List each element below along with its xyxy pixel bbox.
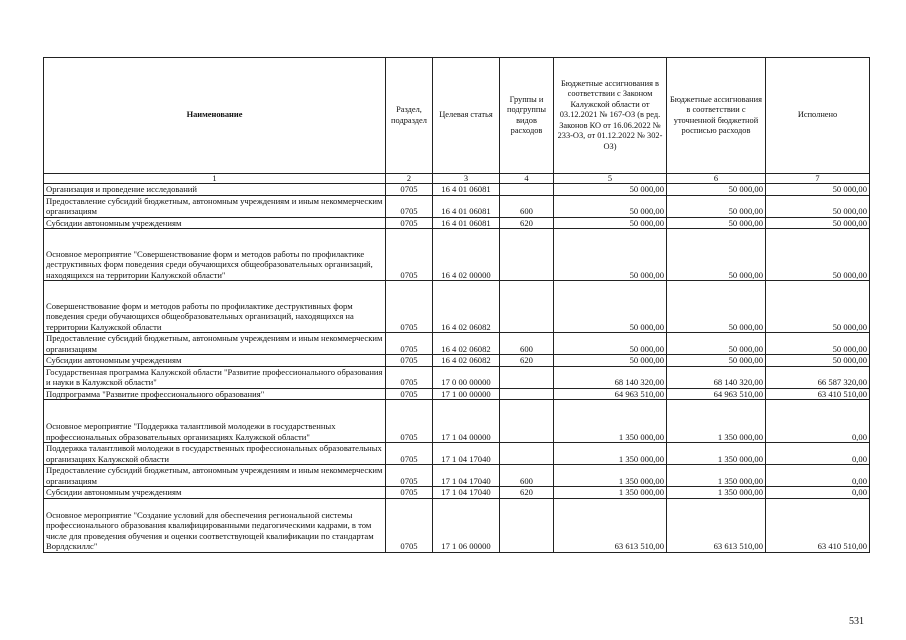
- row-law-amount: 50 000,00: [554, 229, 667, 281]
- row-executed-amount: 66 587 320,00: [766, 366, 870, 388]
- row-refined-amount: 64 963 510,00: [667, 388, 766, 400]
- row-name: Субсидии автономным учреждениям: [44, 355, 386, 367]
- row-name: Субсидии автономным учреждениям: [44, 487, 386, 499]
- column-number: 4: [500, 174, 554, 184]
- row-refined-amount: 50 000,00: [667, 195, 766, 217]
- row-law-amount: 50 000,00: [554, 355, 667, 367]
- row-section: 0705: [386, 195, 433, 217]
- row-group: 620: [500, 355, 554, 367]
- row-group: 600: [500, 333, 554, 355]
- table-row: [44, 366, 870, 388]
- budget-table: [43, 57, 870, 553]
- row-executed-amount: 50 000,00: [766, 333, 870, 355]
- row-group: 600: [500, 465, 554, 487]
- row-name: Подпрограмма "Развитие профессионального образования": [44, 388, 386, 400]
- row-refined-amount: 1 350 000,00: [667, 443, 766, 465]
- row-refined-amount: 1 350 000,00: [667, 465, 766, 487]
- row-law-amount: 50 000,00: [554, 217, 667, 229]
- page-number: 531: [849, 616, 864, 627]
- row-executed-amount: 50 000,00: [766, 355, 870, 367]
- table-row: [44, 229, 870, 281]
- row-refined-amount: 1 350 000,00: [667, 400, 766, 443]
- row-section: 0705: [386, 400, 433, 443]
- row-refined-amount: 68 140 320,00: [667, 366, 766, 388]
- row-name: Основное мероприятие "Создание условий для обеспечения региональной системы профессионального образования квалифицированными педагогическими кадрами, в том числе для проведения обучения и оценки соответствующей квалификации по стандартам Ворлдскиллс": [44, 498, 386, 552]
- table-row: [44, 184, 870, 196]
- row-executed-amount: 0,00: [766, 443, 870, 465]
- row-article: 16 4 01 06081: [433, 184, 500, 196]
- table-row: [44, 333, 870, 355]
- row-name: Совершенствование форм и методов работы по профилактике деструктивных форм поведения среди обучающихся общеобразовательных организаций, находящихся на территории Калужской области: [44, 281, 386, 333]
- row-article: 17 0 00 00000: [433, 366, 500, 388]
- row-executed-amount: 0,00: [766, 487, 870, 499]
- row-group: [500, 229, 554, 281]
- row-article: 16 4 02 00000: [433, 229, 500, 281]
- row-group: 620: [500, 217, 554, 229]
- row-name: Предоставление субсидий бюджетным, автономным учреждениям и иным некоммерческим организациям: [44, 333, 386, 355]
- table-row: [44, 355, 870, 367]
- table-row: [44, 487, 870, 499]
- row-refined-amount: 50 000,00: [667, 217, 766, 229]
- row-name: Государственная программа Калужской области "Развитие профессионального образования и науки в Калужской области": [44, 366, 386, 388]
- header-executed: Исполнено: [766, 58, 870, 174]
- row-article: 16 4 02 06082: [433, 355, 500, 367]
- row-article: 16 4 01 06081: [433, 217, 500, 229]
- row-section: 0705: [386, 443, 433, 465]
- row-executed-amount: 50 000,00: [766, 195, 870, 217]
- row-name: Предоставление субсидий бюджетным, автономным учреждениям и иным некоммерческим организациям: [44, 195, 386, 217]
- header-refined-allocations: Бюджетные ассигнования в соответствии с уточненной бюджетной росписью расходов: [667, 58, 766, 174]
- row-article: 17 1 00 00000: [433, 388, 500, 400]
- row-group: [500, 184, 554, 196]
- column-number: 6: [667, 174, 766, 184]
- row-article: 17 1 04 00000: [433, 400, 500, 443]
- table-row: [44, 498, 870, 552]
- row-law-amount: 1 350 000,00: [554, 487, 667, 499]
- row-group: [500, 400, 554, 443]
- row-executed-amount: 0,00: [766, 465, 870, 487]
- row-group: [500, 281, 554, 333]
- row-name: Основное мероприятие "Совершенствование форм и методов работы по профилактике деструктивных форм поведения среди обучающихся общеобразовательных организаций, находящихся на территории Калужской области": [44, 229, 386, 281]
- row-executed-amount: 63 410 510,00: [766, 388, 870, 400]
- row-group: [500, 443, 554, 465]
- table-row: [44, 443, 870, 465]
- row-refined-amount: 1 350 000,00: [667, 487, 766, 499]
- table-row: [44, 217, 870, 229]
- row-group: [500, 498, 554, 552]
- row-refined-amount: 50 000,00: [667, 184, 766, 196]
- table-body: [44, 184, 870, 553]
- row-section: 0705: [386, 465, 433, 487]
- row-executed-amount: 50 000,00: [766, 229, 870, 281]
- row-law-amount: 68 140 320,00: [554, 366, 667, 388]
- column-number: 5: [554, 174, 667, 184]
- row-refined-amount: 63 613 510,00: [667, 498, 766, 552]
- row-refined-amount: 50 000,00: [667, 229, 766, 281]
- row-article: 17 1 04 17040: [433, 465, 500, 487]
- row-law-amount: 50 000,00: [554, 281, 667, 333]
- row-name: Основное мероприятие "Поддержка талантливой молодежи в государственных профессиональных образовательных организациях Калужской области": [44, 400, 386, 443]
- row-law-amount: 1 350 000,00: [554, 400, 667, 443]
- header-groups: Группы и подгруппы видов расходов: [500, 58, 554, 174]
- row-section: 0705: [386, 184, 433, 196]
- row-executed-amount: 63 410 510,00: [766, 498, 870, 552]
- row-article: 16 4 02 06082: [433, 333, 500, 355]
- row-article: 17 1 06 00000: [433, 498, 500, 552]
- column-number: 7: [766, 174, 870, 184]
- table-row: [44, 465, 870, 487]
- header-section: Раздел, подраздел: [386, 58, 433, 174]
- row-section: 0705: [386, 366, 433, 388]
- row-section: 0705: [386, 333, 433, 355]
- row-group: [500, 366, 554, 388]
- row-executed-amount: 50 000,00: [766, 184, 870, 196]
- row-section: 0705: [386, 498, 433, 552]
- row-law-amount: 50 000,00: [554, 195, 667, 217]
- row-law-amount: 1 350 000,00: [554, 443, 667, 465]
- row-law-amount: 1 350 000,00: [554, 465, 667, 487]
- table-row: [44, 195, 870, 217]
- row-section: 0705: [386, 217, 433, 229]
- row-article: 17 1 04 17040: [433, 443, 500, 465]
- row-section: 0705: [386, 355, 433, 367]
- row-section: 0705: [386, 229, 433, 281]
- row-group: 620: [500, 487, 554, 499]
- header-name: Наименование: [44, 58, 386, 174]
- header-row: [44, 58, 870, 174]
- header-article: Целевая статья: [433, 58, 500, 174]
- row-article: 17 1 04 17040: [433, 487, 500, 499]
- row-section: 0705: [386, 487, 433, 499]
- row-executed-amount: 0,00: [766, 400, 870, 443]
- row-refined-amount: 50 000,00: [667, 355, 766, 367]
- table-row: [44, 400, 870, 443]
- row-law-amount: 50 000,00: [554, 184, 667, 196]
- row-article: 16 4 02 06082: [433, 281, 500, 333]
- row-name: Организация и проведение исследований: [44, 184, 386, 196]
- row-law-amount: 64 963 510,00: [554, 388, 667, 400]
- header-law-allocations: Бюджетные ассигнования в соответствии с Законом Калужской области от 03.12.2021 № 167-ОЗ (в ред. Законов КО от 16.06.2022 № 233-ОЗ, от 01.12.2022 № 302-ОЗ): [554, 58, 667, 174]
- row-section: 0705: [386, 281, 433, 333]
- row-name: Субсидии автономным учреждениям: [44, 217, 386, 229]
- row-group: [500, 388, 554, 400]
- column-number-row: [44, 174, 870, 184]
- column-number: 1: [44, 174, 386, 184]
- row-law-amount: 63 613 510,00: [554, 498, 667, 552]
- table-header: [44, 58, 870, 184]
- row-group: 600: [500, 195, 554, 217]
- table-row: [44, 281, 870, 333]
- table-row: [44, 388, 870, 400]
- row-refined-amount: 50 000,00: [667, 333, 766, 355]
- row-article: 16 4 01 06081: [433, 195, 500, 217]
- row-name: Предоставление субсидий бюджетным, автономным учреждениям и иным некоммерческим организациям: [44, 465, 386, 487]
- row-executed-amount: 50 000,00: [766, 217, 870, 229]
- row-name: Поддержка талантливой молодежи в государственных профессиональных образовательных организациях Калужской области: [44, 443, 386, 465]
- column-number: 3: [433, 174, 500, 184]
- column-number: 2: [386, 174, 433, 184]
- row-executed-amount: 50 000,00: [766, 281, 870, 333]
- row-law-amount: 50 000,00: [554, 333, 667, 355]
- row-refined-amount: 50 000,00: [667, 281, 766, 333]
- row-section: 0705: [386, 388, 433, 400]
